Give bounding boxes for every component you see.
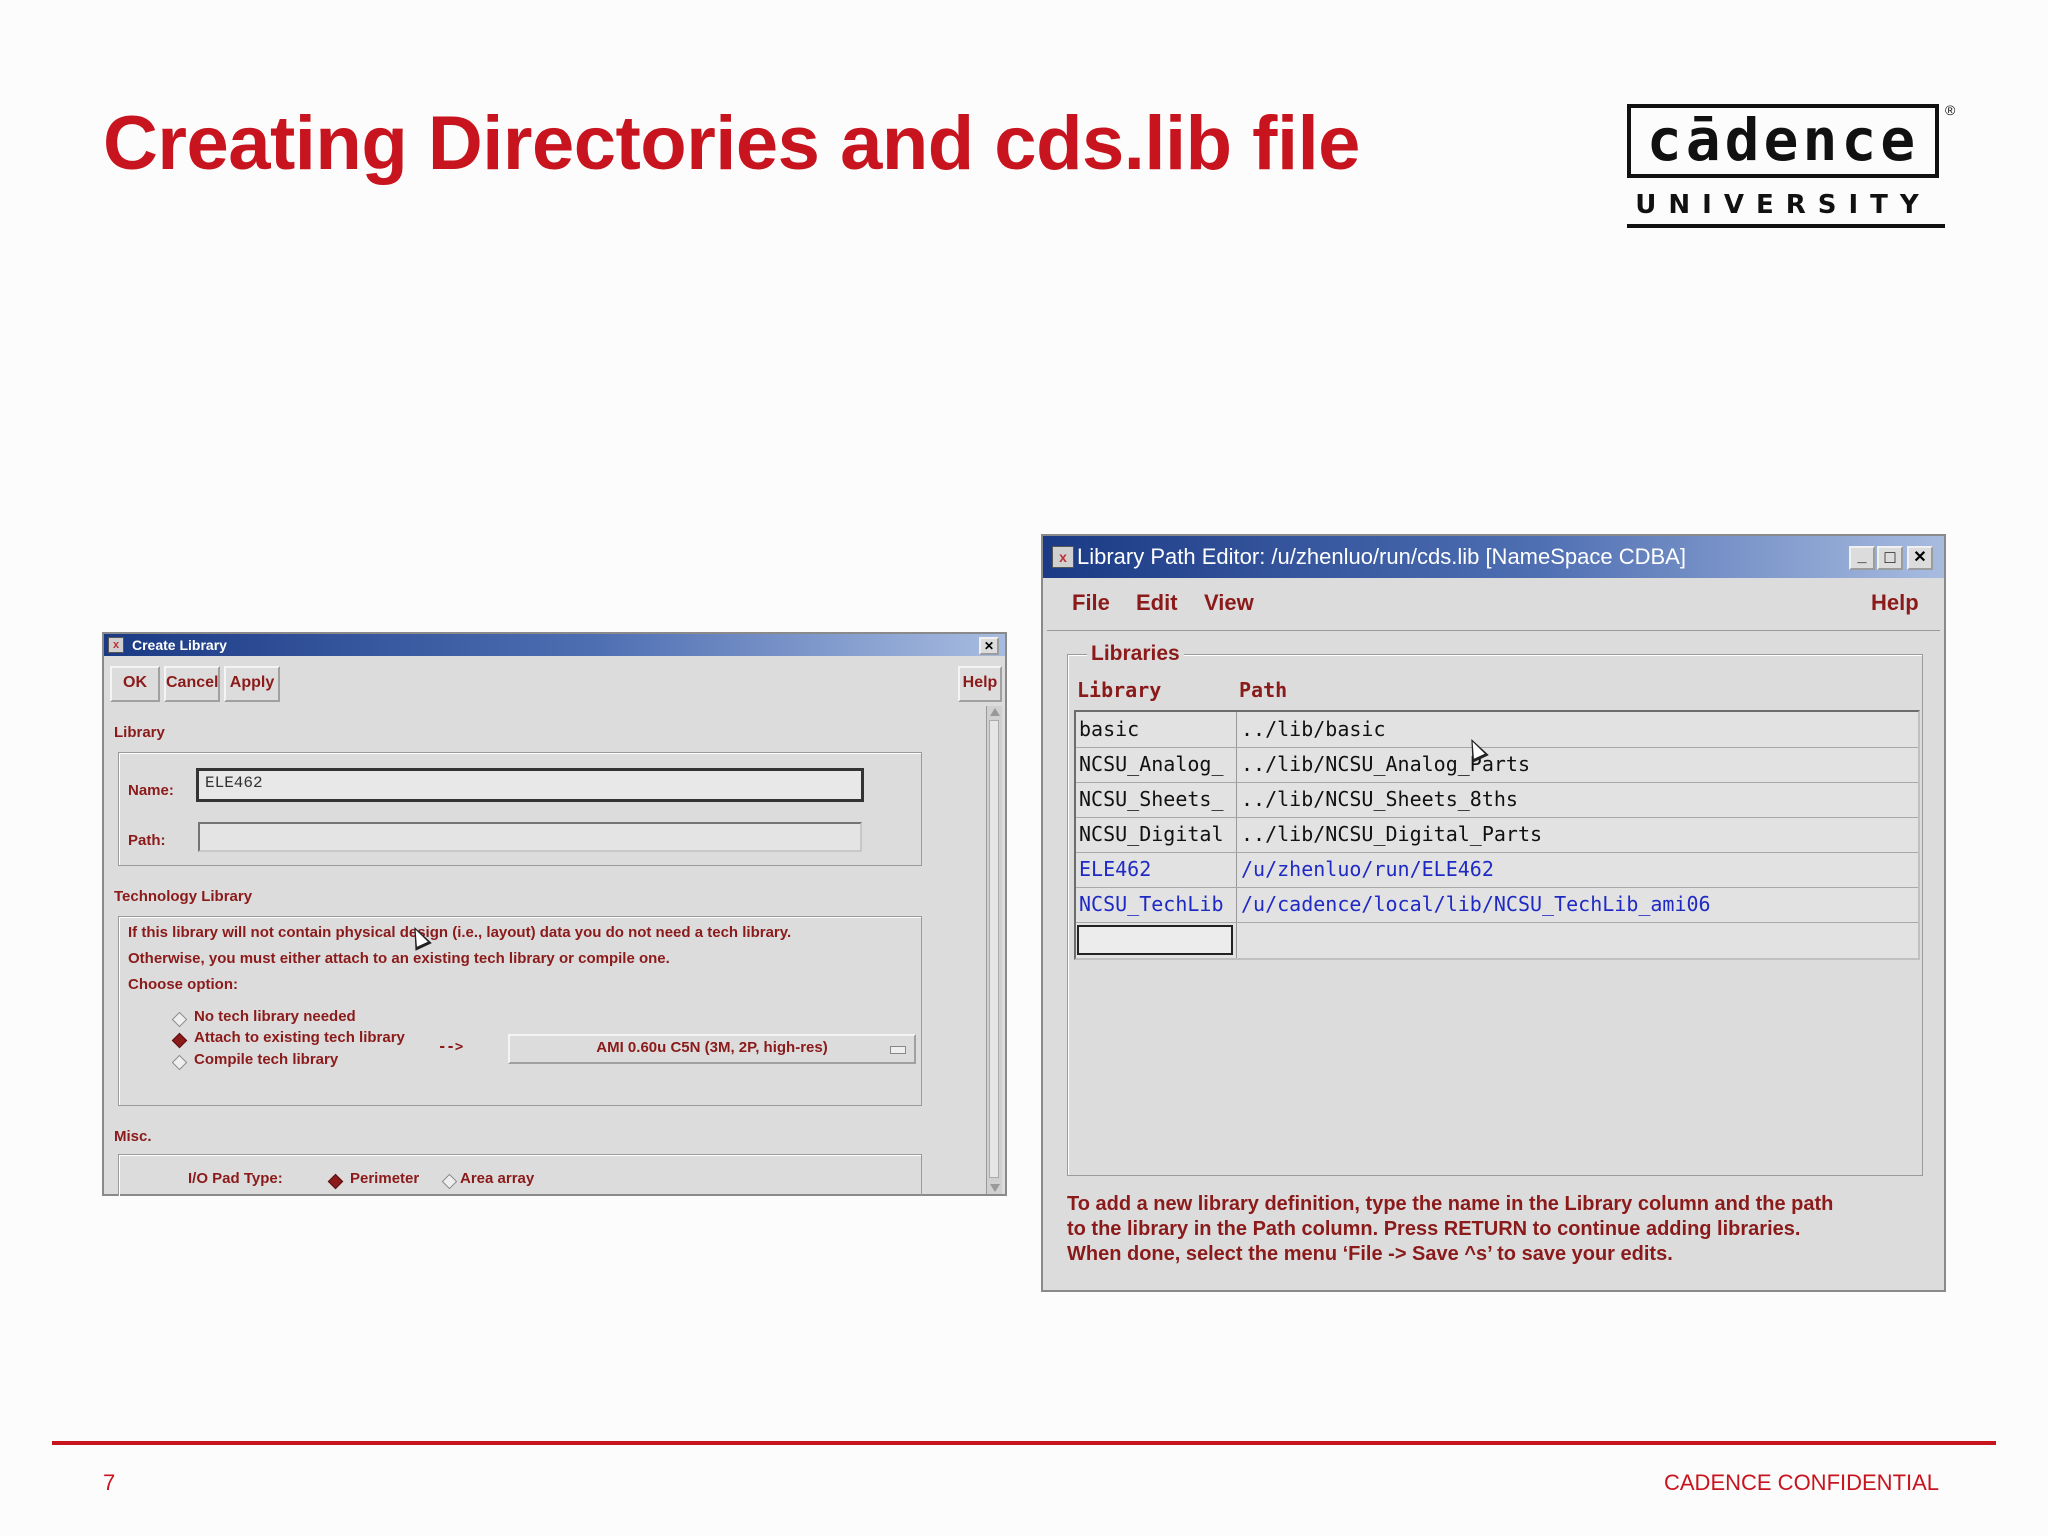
create-library-window <box>102 632 1007 1196</box>
vertical-scrollbar[interactable] <box>986 706 1002 1194</box>
row-4-library[interactable]: NCSU_Digital <box>1079 822 1224 846</box>
menu-edit[interactable]: Edit <box>1136 590 1178 615</box>
apply-button[interactable]: Apply <box>224 666 280 702</box>
logo-university: UNIVERSITY <box>1635 190 1931 220</box>
arrow-text: --> <box>438 1039 464 1055</box>
close-icon[interactable]: ✕ <box>979 637 999 655</box>
scroll-up-icon[interactable] <box>990 708 1000 716</box>
option-attach-tech-label[interactable]: Attach to existing tech library <box>194 1029 405 1046</box>
menu-file[interactable]: File <box>1072 590 1110 615</box>
window-title: Library Path Editor: /u/zhenluo/run/cds.lib [NameSpace CDBA] <box>1077 544 1686 569</box>
maximize-icon[interactable]: □ <box>1877 546 1903 570</box>
window-menu-icon[interactable]: x <box>1052 546 1074 568</box>
minimize-icon[interactable]: _ <box>1849 546 1875 570</box>
page-number: 7 <box>103 1470 116 1495</box>
path-input[interactable] <box>198 822 862 852</box>
create-library-titlebar[interactable] <box>104 634 1005 656</box>
status-line-2: to the library in the Path column. Press RETURN to continue adding libraries. <box>1067 1218 1801 1240</box>
path-editor-titlebar[interactable] <box>1043 536 1944 578</box>
menu-view[interactable]: View <box>1204 590 1254 615</box>
row-5-path[interactable]: /u/zhenluo/run/ELE462 <box>1241 857 1494 881</box>
scroll-down-icon[interactable] <box>990 1184 1000 1192</box>
row-2-library[interactable]: NCSU_Analog_ <box>1079 752 1224 776</box>
row-3-library[interactable]: NCSU_Sheets_ <box>1079 787 1224 811</box>
row-2-path[interactable]: ../lib/NCSU_Analog_Parts <box>1241 752 1530 776</box>
footer-confidential: CADENCE CONFIDENTIAL <box>1664 1470 1940 1495</box>
tech-section-label: Technology Library <box>114 888 253 905</box>
logo-wordmark: cādence <box>1646 106 1920 174</box>
area-array-label[interactable]: Area array <box>460 1170 535 1187</box>
perimeter-label[interactable]: Perimeter <box>350 1170 420 1187</box>
row-1-path[interactable]: ../lib/basic <box>1241 717 1386 741</box>
column-header-path: Path <box>1239 678 1288 702</box>
option-no-tech-label[interactable]: No tech library needed <box>194 1008 356 1025</box>
option-compile-tech-label[interactable]: Compile tech library <box>194 1051 339 1068</box>
column-header-library: Library <box>1077 678 1162 702</box>
ok-button[interactable]: OK <box>110 666 160 702</box>
libraries-group-label: Libraries <box>1087 642 1184 666</box>
libraries-table[interactable] <box>1074 710 1920 960</box>
menu-divider <box>1047 630 1940 631</box>
row-5-library[interactable]: ELE462 <box>1079 857 1152 881</box>
status-line-3: When done, select the menu ‘File -> Save ^s’ to save your edits. <box>1067 1243 1673 1265</box>
misc-section-label: Misc. <box>114 1128 152 1145</box>
dropdown-icon <box>890 1046 906 1054</box>
choose-option-label: Choose option: <box>128 976 238 993</box>
cancel-button[interactable]: Cancel <box>164 666 220 702</box>
io-pad-type-label: I/O Pad Type: <box>188 1170 283 1187</box>
row-4-path[interactable]: ../lib/NCSU_Digital_Parts <box>1241 822 1543 846</box>
tech-library-select-value: AMI 0.60u C5N (3M, 2P, high-res) <box>596 1039 828 1056</box>
name-label: Name: <box>128 782 174 799</box>
name-input[interactable]: ELE462 <box>196 768 864 802</box>
library-section-label: Library <box>114 724 165 741</box>
window-menu-icon[interactable]: x <box>108 637 124 653</box>
tech-description-2: Otherwise, you must either attach to an existing tech library or compile one. <box>128 950 670 967</box>
window-title: Create Library <box>132 637 227 653</box>
row-divider <box>1076 922 1918 923</box>
logo-underline <box>1627 224 1945 228</box>
row-3-path[interactable]: ../lib/NCSU_Sheets_8ths <box>1241 787 1518 811</box>
tech-description-1: If this library will not contain physical design (i.e., layout) data you do not need a tech library. <box>128 924 792 941</box>
footer-rule <box>52 1441 1996 1445</box>
status-line-1: To add a new library definition, type the name in the Library column and the path <box>1067 1193 1834 1215</box>
library-path-editor-window <box>1041 534 1946 1292</box>
scroll-thumb[interactable] <box>989 720 999 1178</box>
row-6-path[interactable]: /u/cadence/local/lib/NCSU_TechLib_ami06 <box>1241 892 1711 916</box>
row-6-library[interactable]: NCSU_TechLib <box>1079 892 1224 916</box>
row-1-library[interactable]: basic <box>1079 717 1140 741</box>
tech-library-select[interactable] <box>508 1034 916 1064</box>
cadence-logo <box>1627 104 1957 230</box>
path-label: Path: <box>128 832 166 849</box>
help-button[interactable]: Help <box>958 666 1002 702</box>
slide-title: Creating Directories and cds.lib file <box>103 101 1360 186</box>
close-icon[interactable]: ✕ <box>1907 546 1933 570</box>
menu-help[interactable]: Help <box>1871 590 1919 615</box>
logo-registered-mark: ® <box>1945 102 1956 118</box>
new-library-entry-input[interactable] <box>1077 925 1233 955</box>
